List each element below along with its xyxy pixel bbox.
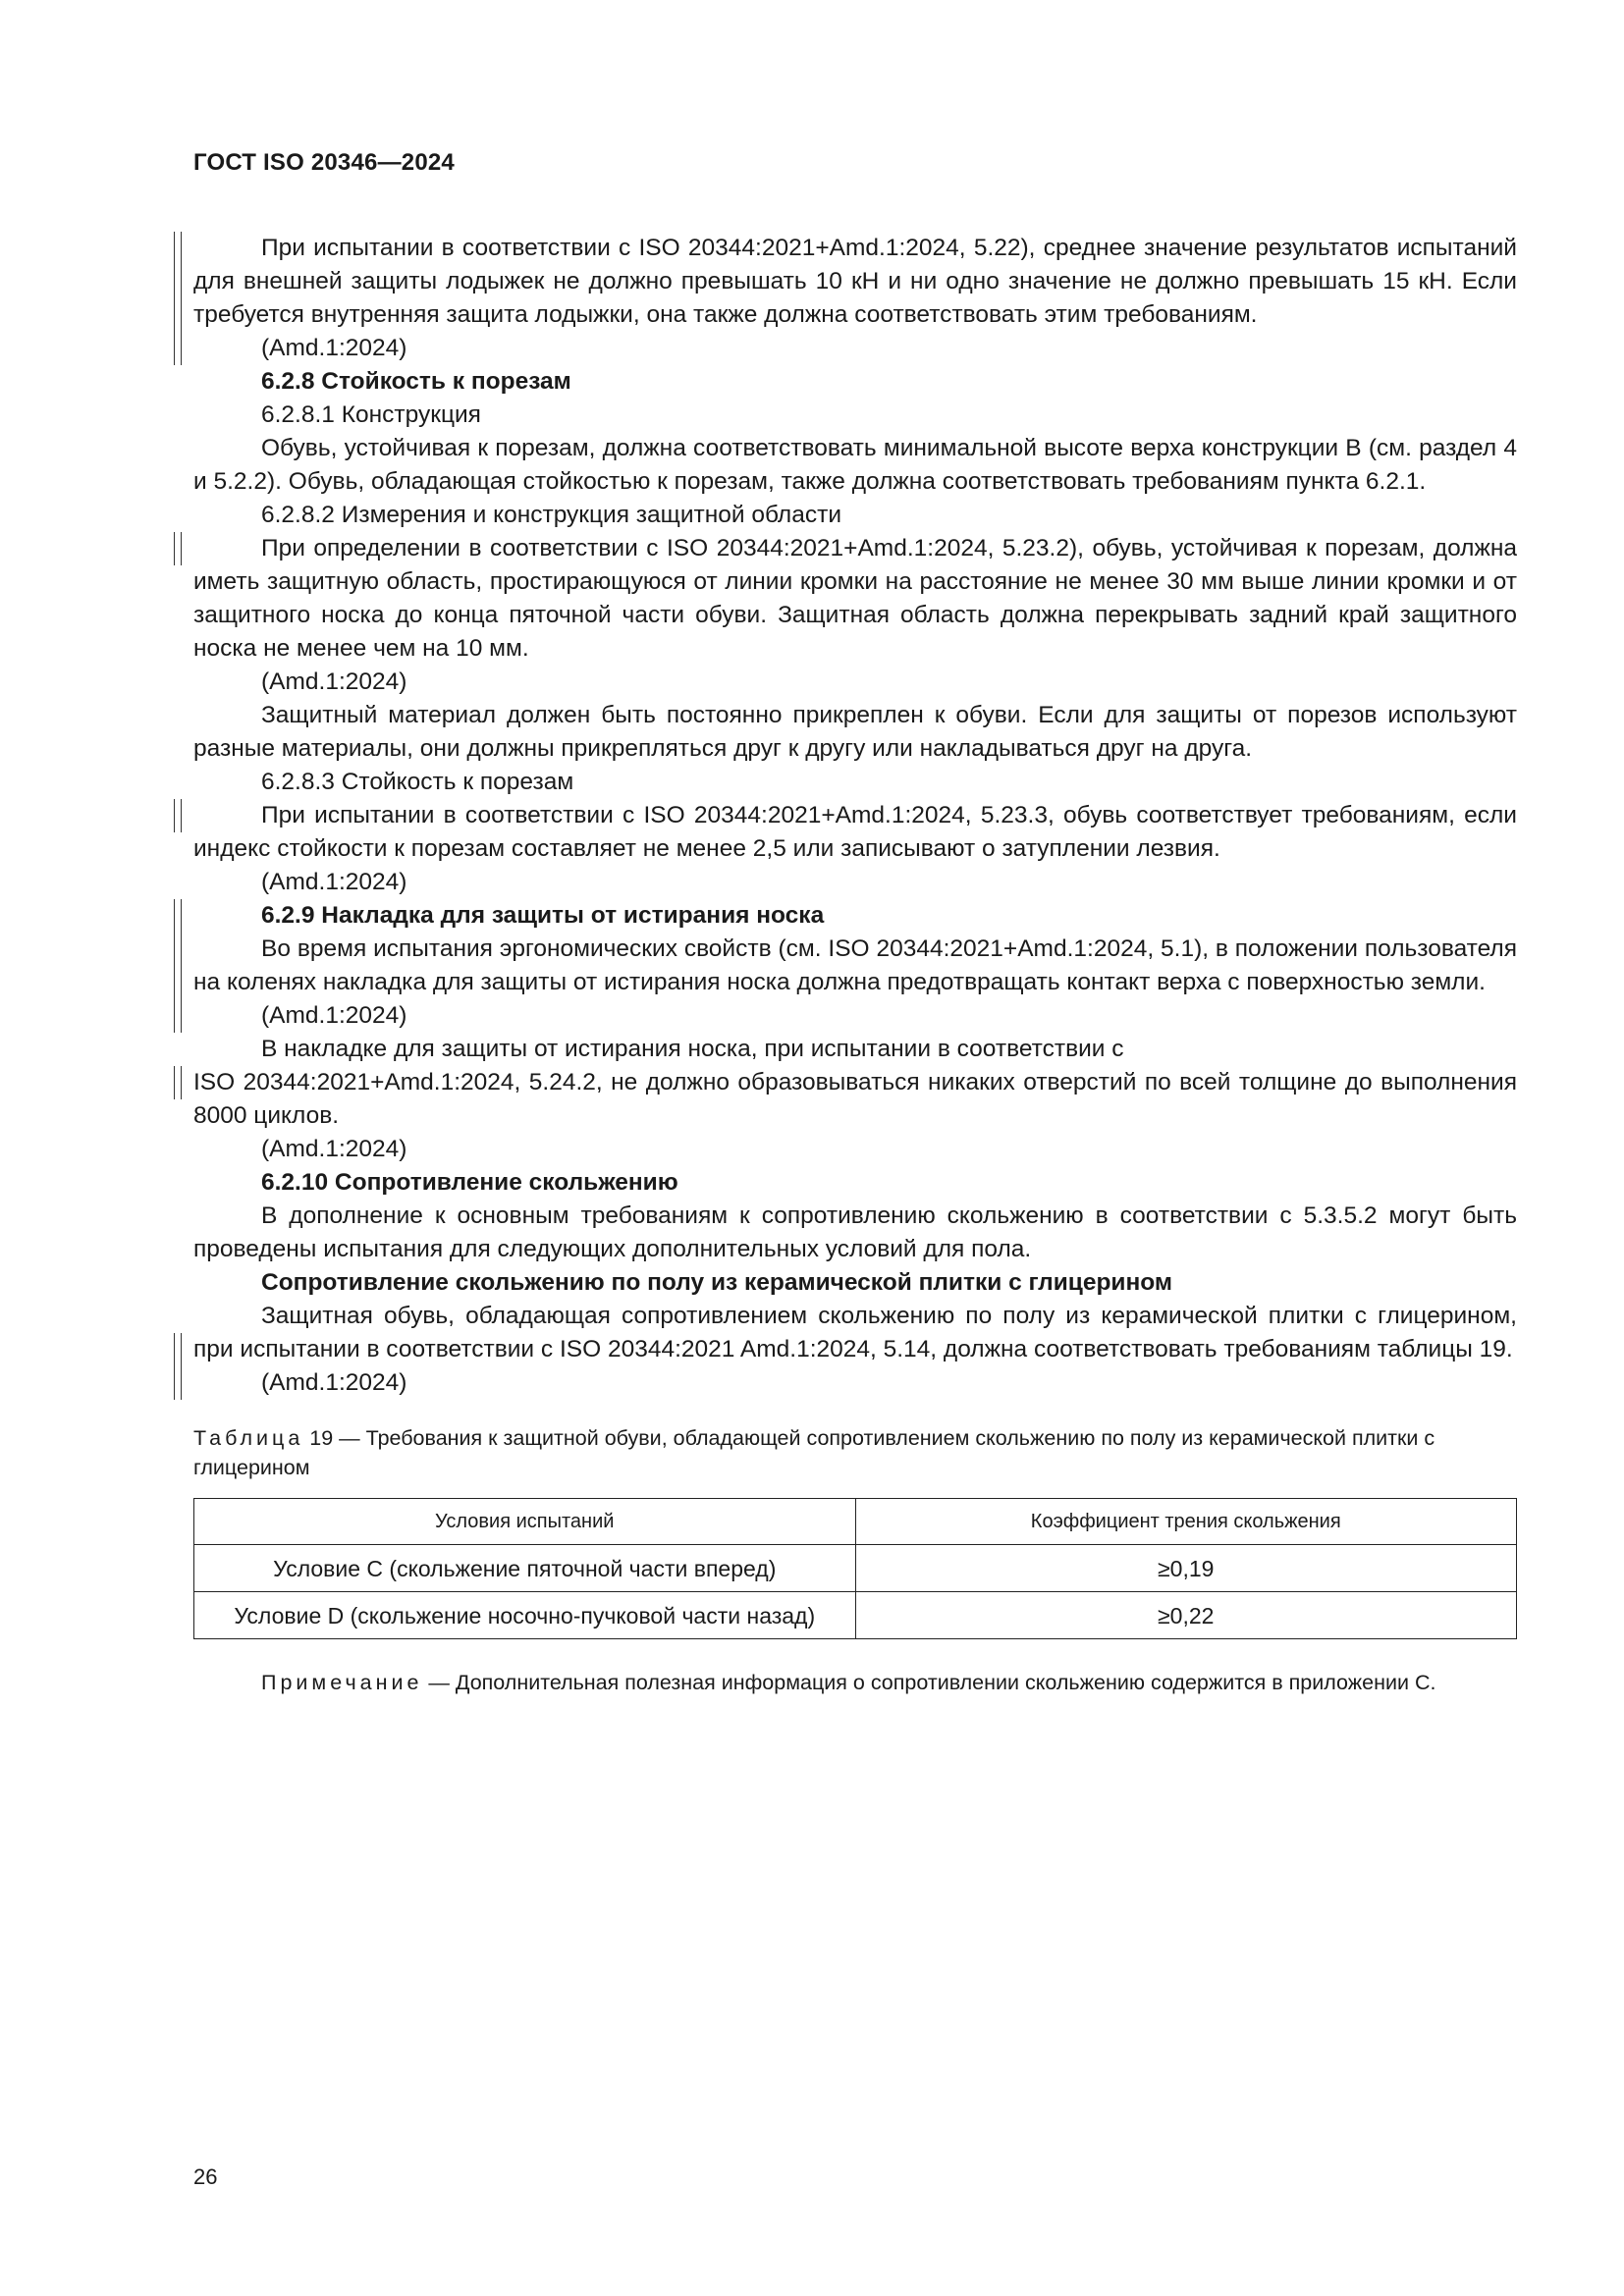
paragraph-abrasion-intro: В накладке для защиты от истирания носка, при испытании в соответствии с: [261, 1036, 1124, 1062]
amendment-ref: (Amd.1:2024): [261, 335, 407, 361]
page-number: 26: [193, 2164, 218, 2189]
table-cell: Условие С (скольжение пяточной части вперед): [194, 1545, 856, 1592]
paragraph-ergonomics: Во время испытания эргономических свойств (см. ISO 20344:2021+Amd.1:2024, 5.1), в положении пользователя на коленях накладка для защиты от истирания носка должна предотвращать контакт верха с поверхностью земли.: [193, 935, 1517, 995]
change-bar: [174, 899, 182, 1033]
table-header-cell: Коэффициент трения скольжения: [855, 1499, 1517, 1545]
table-cell: ≥0,19: [855, 1545, 1517, 1592]
change-bar: [174, 799, 182, 832]
paragraph-abrasion-test: ISO 20344:2021+Amd.1:2024, 5.24.2, не должно образовываться никаких отверстий по всей толщине до выполнения 8000 циклов.: [193, 1066, 1517, 1133]
change-bar: [174, 232, 182, 365]
paragraph-protective-material: Защитный материал должен быть постоянно прикреплен к обуви. Если для защиты от порезов используют разные материалы, они должны прикрепляться друг к другу или накладываться друг на друга.: [193, 702, 1517, 762]
slip-resistance-table: [193, 1498, 1517, 1639]
paragraph-cut-construction: Обувь, устойчивая к порезам, должна соответствовать минимальной высоте верха конструкции B (см. раздел 4 и 5.2.2). Обувь, обладающая стойкостью к порезам, также должна соответствовать требованиям пункта 6.2.1.: [193, 435, 1517, 495]
amendment-ref: (Amd.1:2024): [261, 869, 407, 895]
table-row: [194, 1545, 1517, 1592]
document-body: [193, 232, 1517, 1698]
section-heading-6-2-9: 6.2.9 Накладка для защиты от истирания носка: [193, 899, 1517, 933]
document-header: ГОСТ ISO 20346—2024: [193, 149, 455, 176]
table-cell: ≥0,22: [855, 1592, 1517, 1639]
change-bar: [174, 1066, 182, 1099]
subsection-heading-6-2-8-1: 6.2.8.1 Конструкция: [261, 401, 481, 428]
paragraph-slip-additional: В дополнение к основным требованиям к сопротивлению скольжению в соответствии с 5.3.5.2 могут быть проведены испытания для следующих дополнительных условий для пола.: [193, 1202, 1517, 1262]
paragraph-ceramic-glycerine: Защитная обувь, обладающая сопротивлением скольжению по полу из керамической плитки с глицерином, при испытании в соответствии с ISO 20344:2021 Amd.1:2024, 5.14, должна соответствовать требованиям таблицы 19.: [193, 1300, 1517, 1366]
section-heading-6-2-10: 6.2.10 Сопротивление скольжению: [261, 1169, 678, 1196]
amendment-ref: (Amd.1:2024): [261, 1369, 407, 1396]
table-note: Примечание — Дополнительная полезная информация о сопротивлении скольжению содержится в приложении С.: [261, 1671, 1436, 1694]
paragraph-ankle-protection: При испытании в соответствии с ISO 20344:2021+Amd.1:2024, 5.22), среднее значение результатов испытаний для внешней защиты лодыжек не должно превышать 10 кН и ни одно значение не должно превышать 15 кН. Если требуется внутренняя защита лодыжки, она также должна соответствовать этим требованиям.: [193, 232, 1517, 332]
amendment-ref: (Amd.1:2024): [261, 668, 407, 695]
table-caption: Таблица 19 — Требования к защитной обуви, обладающей сопротивлением скольжению по полу из керамической плитки с глицерином: [193, 1426, 1435, 1479]
subsection-heading-6-2-8-2: 6.2.8.2 Измерения и конструкция защитной области: [261, 502, 842, 528]
table-header-cell: Условия испытаний: [194, 1499, 856, 1545]
table-cell: Условие D (скольжение носочно-пучковой части назад): [194, 1592, 856, 1639]
paragraph-cut-resistance: При испытании в соответствии с ISO 20344:2021+Amd.1:2024, 5.23.3, обувь соответствует требованиям, если индекс стойкости к порезам составляет не менее 2,5 или записывают о затуплении лезвия.: [193, 799, 1517, 866]
subsection-heading-6-2-8-3: 6.2.8.3 Стойкость к порезам: [261, 769, 574, 795]
change-bar: [174, 1333, 182, 1400]
amendment-ref: (Amd.1:2024): [261, 1002, 407, 1029]
table-row: [194, 1592, 1517, 1639]
paragraph-protective-area: При определении в соответствии с ISO 20344:2021+Amd.1:2024, 5.23.2), обувь, устойчивая к порезам, должна иметь защитную область, простирающуюся от линии кромки на расстояние не менее 30 мм выше линии кромки и от защитного носка до конца пяточной части обуви. Защитная область должна перекрывать задний край защитного носка не менее чем на 10 мм.: [193, 532, 1517, 666]
section-heading-6-2-8: 6.2.8 Стойкость к порезам: [261, 368, 571, 395]
change-bar: [174, 532, 182, 565]
table-header-row: [194, 1499, 1517, 1545]
subheading-ceramic-glycerine: Сопротивление скольжению по полу из керамической плитки с глицерином: [261, 1269, 1173, 1296]
amendment-ref: (Amd.1:2024): [261, 1136, 407, 1162]
